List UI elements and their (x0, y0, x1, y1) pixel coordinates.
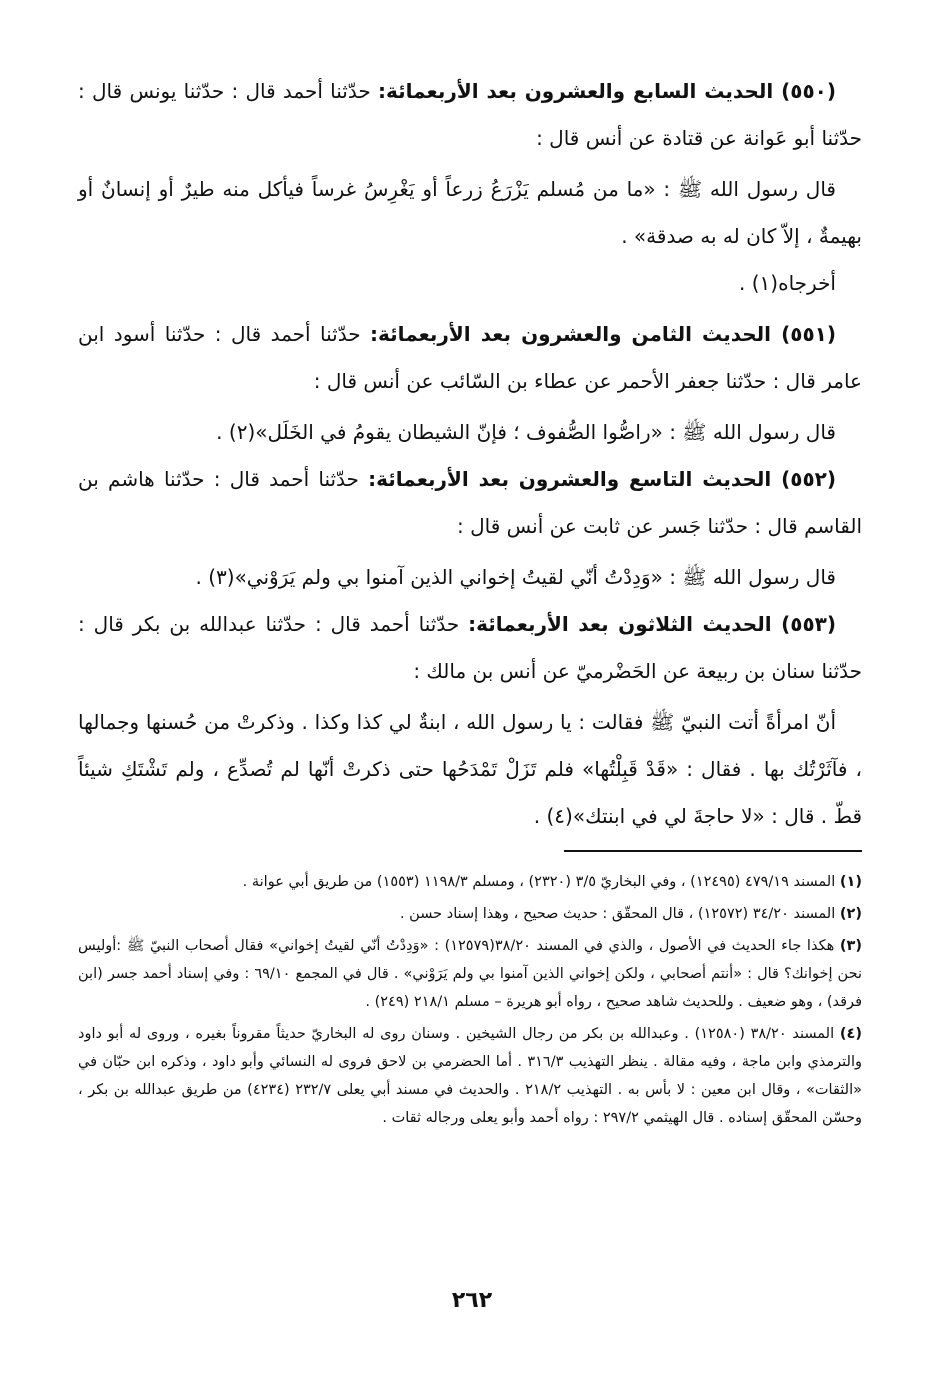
hadith-550-heading: (٥٥٠) الحديث السابع والعشرون بعد الأربعمائة: (378, 79, 836, 103)
footnote-4-number: (٤) (839, 1026, 862, 1042)
footnote-1-text: المسند ٤٧٩/١٩ (١٢٤٩٥) ، وفي البخاريّ ٣/٥ (٢٣٢٠) ، ومسلم ١١٩٨/٣ (١٥٥٣) من طريق أبي عوانة . (242, 874, 840, 890)
footnote-2-text: المسند ٣٤/٢٠ (١٢٥٧٢) ، قال المحقّق : حديث صحيح ، وهذا إسناد حسن . (399, 906, 840, 922)
footnote-1 (78, 868, 862, 896)
hadith-550-isnad (78, 68, 862, 162)
hadith-551-heading: (٥٥١) الحديث الثامن والعشرون بعد الأربعمائة: (370, 322, 836, 346)
hadith-550-isnad-text: حدّثنا أحمد قال : حدّثنا يونس قال : حدّثنا أبو عَوانة عن قتادة عن أنس قال : (78, 79, 862, 150)
hadith-550-takhrij: أخرجاه(١) . (739, 271, 836, 295)
hadith-553-matn: أنّ امرأةً أتت النبيّ ﷺ فقالت : يا رسول الله ، ابنةٌ لي كذا وكذا . وذكرتْ من حُسنها وجمالها ، فآثَرْتُك بها . فقال : «قَدْ قَبِلْتُها» فلم تَزَلْ تَمْدَحُها حتى ذكرتْ أنّها لم تُصدِّع ، ولم تَشْتَكِ شيئاً قطّ . قال : «لا حاجةَ لي في ابنتك»(٤) . (78, 710, 862, 828)
footnote-divider (564, 850, 862, 852)
hadith-552-matn: قال رسول الله ﷺ : «وَدِدْتُ أنّي لقيتُ إخواني الذين آمنوا بي ولم يَرَوْني»(٣) . (195, 565, 836, 589)
footnote-2-number: (٢) (839, 906, 862, 922)
footnote-3-text: هكذا جاء الحديث في الأصول ، والذي في المسند ٣٨/٢٠(١٢٥٧٩) : «وَدِدْتُ أنّي لقيتُ إخواني» فقال أصحاب النبيّ ﷺ :أوليس نحن إخوانك؟ قال : «أنتم أصحابي ، ولكن إخواني الذين آمنوا بي ولم يَرَوْني» . قال في المجمع ٦٩/١٠ : وفي إسناد أحمد جسر (ابن فرقد) ، وهو ضعيف . وللحديث شاهد صحيح ، رواه أبو هريرة – مسلم ٢١٨/١ (٢٤٩) . (78, 938, 862, 1010)
page-number: ٢٦٢ (451, 1288, 493, 1313)
hadith-553-isnad-text: حدّثنا أحمد قال : حدّثنا عبدالله بن بكر قال : حدّثنا سنان بن ربيعة عن الحَضْرميّ عن أنس بن مالك : (78, 612, 862, 683)
footnote-4-text: المسند ٣٨/٢٠ (١٢٥٨٠) . وعبدالله بن بكر من رجال الشيخين . وسنان روى له البخاريّ حديثاً مقروناً بغيره ، وروى له أبو داود والترمذي وابن ماجة ، وفيه مقالة . ينظر التهذيب ٣١٦/٣ . أما الحضرمي بن لاحق فروى له النسائي وأبو داود ، وذكره ابن حبّان في «الثقات» ، وقال ابن معين : لا بأس به . التهذيب ٢١٨/٢ . والحديث في مسند أبي يعلى ٢٣٢/٧ (٤٢٣٤) من طريق عبدالله بن بكر ، وحسّن المحقّق إسناده . قال الهيثمي ٢٩٧/٢ : رواه أحمد وأبو يعلى ورجاله ثقات . (78, 1026, 863, 1126)
footnote-3 (78, 932, 862, 1016)
footnote-4 (78, 1020, 862, 1132)
hadith-552-heading: (٥٥٢) الحديث التاسع والعشرون بعد الأربعمائة: (368, 467, 836, 491)
hadith-552-isnad (78, 456, 862, 550)
hadith-551-matn: قال رسول الله ﷺ : «راصُّوا الصُّفوف ؛ فإنّ الشيطان يقومُ في الخَلَل»(٢) . (216, 420, 836, 444)
footnote-2 (78, 900, 862, 928)
hadith-552-isnad-text: حدّثنا أحمد قال : حدّثنا هاشم بن القاسم قال : حدّثنا جَسر عن ثابت عن أنس قال : (78, 467, 862, 538)
footnote-3-number: (٣) (839, 938, 862, 954)
hadith-553-isnad (78, 601, 862, 695)
hadith-551-isnad-text: حدّثنا أحمد قال : حدّثنا أسود ابن عامر قال : حدّثنا جعفر الأحمر عن عطاء بن السّائب عن أنس قال : (78, 322, 862, 393)
hadith-553-heading: (٥٥٣) الحديث الثلاثون بعد الأربعمائة: (468, 612, 836, 636)
hadith-550-matn: قال رسول الله ﷺ : «ما من مُسلم يَزْرَعُ زرعاً أو يَغْرِسُ غرساً فيأكل منه طيرٌ أو إنسانٌ أو بهيمةٌ ، إلاّ كان له به صدقة» . (78, 177, 862, 248)
footnotes (78, 868, 862, 1136)
hadith-551-isnad (78, 311, 862, 405)
footnote-1-number: (١) (839, 874, 862, 890)
main-text (78, 68, 862, 840)
